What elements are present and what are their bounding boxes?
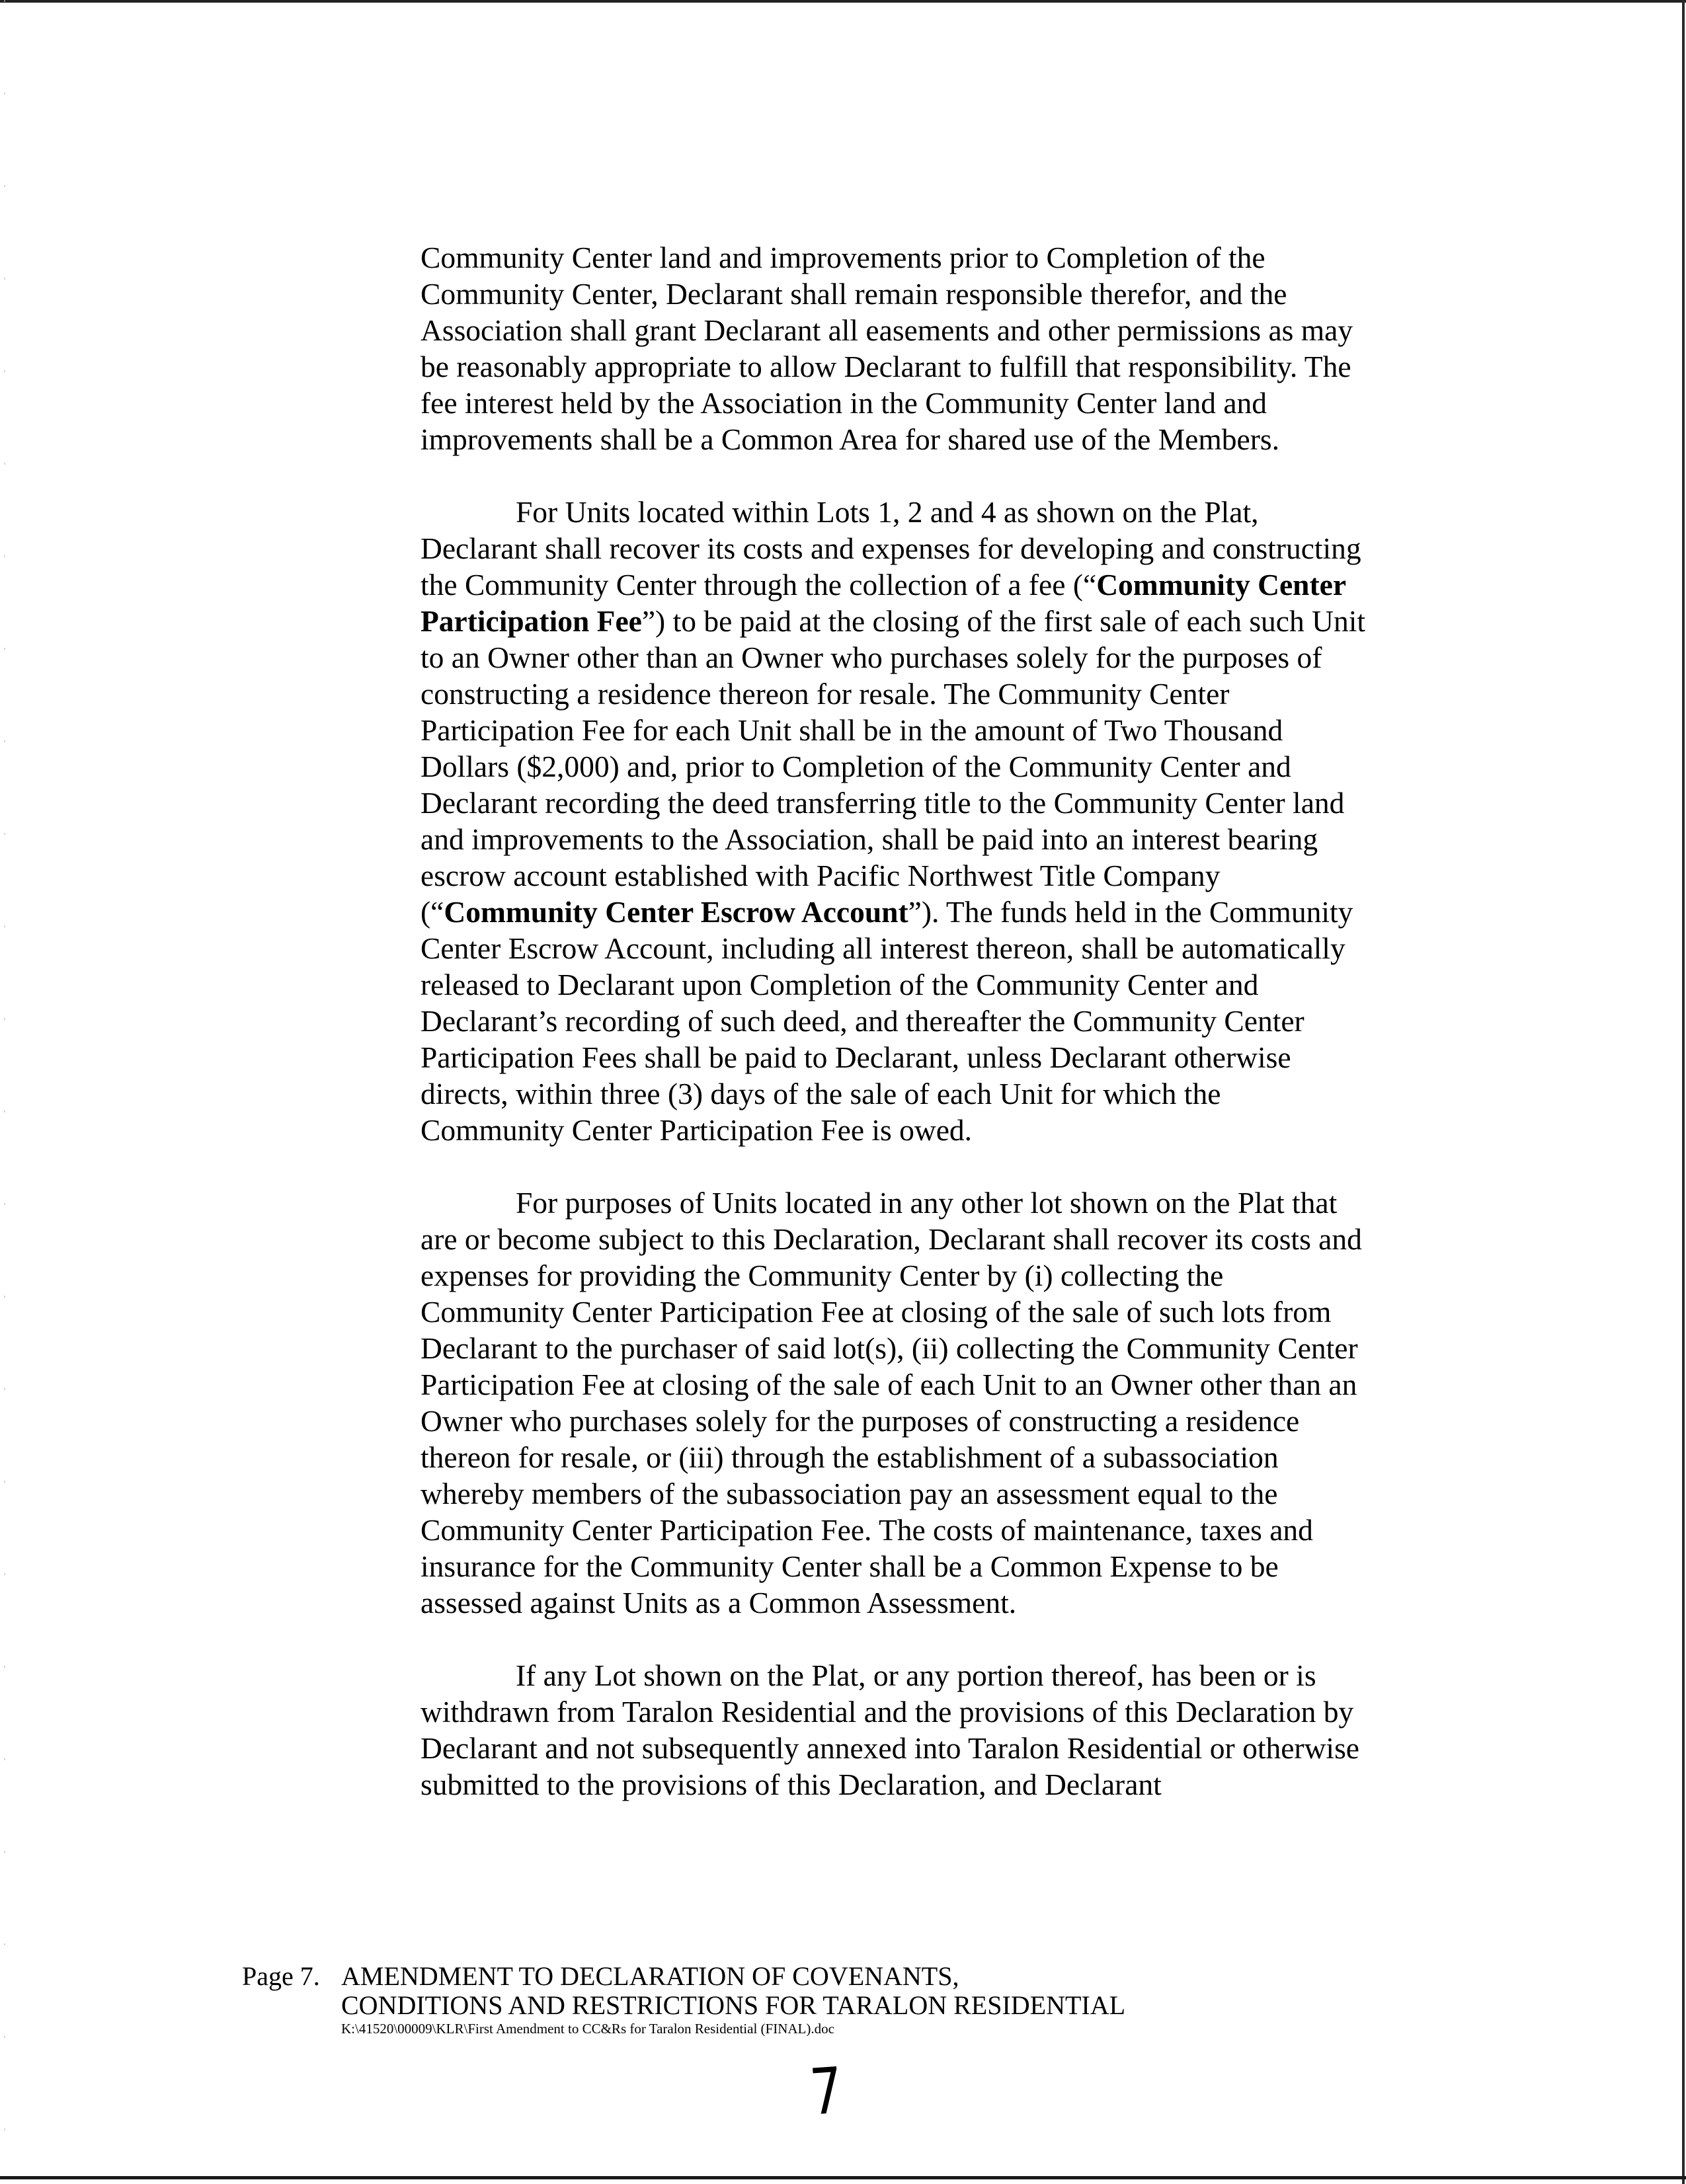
page-footer (242, 1962, 1125, 2037)
scan-bottom-edge (0, 2176, 1686, 2179)
paragraph-1 (421, 239, 1370, 457)
paragraph-text: For purposes of Units located in any other lot shown on the Plat that are or become subject to this Declaration, Declarant shall recover its costs and expenses for providing the Community Center by (i) collecting the Community Center Participation Fee at closing of the sale of such lots from Declarant to the purchaser of said lot(s), (ii) collecting the Community Center Participation Fee at closing of the sale of each Unit to an Owner other than an Owner who purchases solely for the purposes of constructing a residence thereon for resale, or (iii) through the establishment of a subassociation whereby members of the subassociation pay an assessment equal to the Community Center Participation Fee. The costs of maintenance, taxes and insurance for the Community Center shall be a Common Expense to be assessed against Units as a Common Assessment. (421, 1186, 1362, 1619)
scan-top-edge (0, 0, 1686, 3)
footer-title-row (242, 1962, 1125, 1991)
defined-term-participation-fee: Community Center Participation Fee (421, 568, 1346, 638)
paragraph-4 (421, 1657, 1370, 1803)
footer-file-path: K:\41520\00009\KLR\First Amendment to CC&Rs for Taralon Residential (FINAL).doc (341, 2021, 834, 2037)
paragraph-text: ”) to be paid at the closing of the first sale of each such Unit to an Owner other than an Owner who purchases solely for the purposes of constructing a residence thereon for resale. The Community Center Participation Fee for each Unit shall be in the amount of Two Thousand Dollars ($2,000) and, prior to Completion of the Community Center and Declarant recording the deed transferring title to the Community Center land and improvements to the Association, shall be paid into an interest bearing escrow account established with Pacific Northwest Title Company (“ (421, 604, 1366, 929)
handwritten-page-number: 7 (807, 2053, 845, 2130)
scan-right-edge (1682, 0, 1685, 2184)
paragraph-2 (421, 494, 1370, 1148)
footer-title-row-2 (242, 1991, 1125, 2020)
defined-term-escrow-account: Community Center Escrow Account (444, 895, 908, 929)
footer-title-line-1: AMENDMENT TO DECLARATION OF COVENANTS, (341, 1961, 959, 1991)
paragraph-3 (421, 1185, 1370, 1621)
scan-left-edge-specks (4, 0, 5, 2184)
paragraph-text: If any Lot shown on the Plat, or any portion thereof, has been or is withdrawn from Taralon Residential and the provisions of this Declaration by Declarant and not subsequently annexed into Taralon Residential or otherwise submitted to the provisions of this Declaration, and Declarant (421, 1658, 1359, 1801)
paragraph-text: Community Center land and improvements prior to Completion of the Community Center, Declarant shall remain responsible therefor, and the Association shall grant Declarant all easements and other permissions as may be reasonably appropriate to allow Declarant to fulfill that responsibility. The fee interest held by the Association in the Community Center land and improvements shall be a Common Area for shared use of the Members. (421, 241, 1353, 456)
footer-title-line-2: CONDITIONS AND RESTRICTIONS FOR TARALON RESIDENTIAL (341, 1990, 1126, 2020)
paragraph-text: For Units located within Lots 1, 2 and 4 as shown on the Plat, Declarant shall recover its costs and expenses for developing and constructing the Community Center through the collection of a fee (“ (421, 495, 1361, 602)
document-body (421, 239, 1370, 1839)
page-label: Page 7. (242, 1961, 320, 1991)
paragraph-text: ”). The funds held in the Community Center Escrow Account, including all interest thereon, shall be automatically released to Declarant upon Completion of the Community Center and Declarant’s recording of such deed, and thereafter the Community Center Participation Fees shall be paid to Declarant, unless Declarant otherwise directs, within three (3) days of the sale of each Unit for which the Community Center Participation Fee is owed. (421, 895, 1353, 1147)
